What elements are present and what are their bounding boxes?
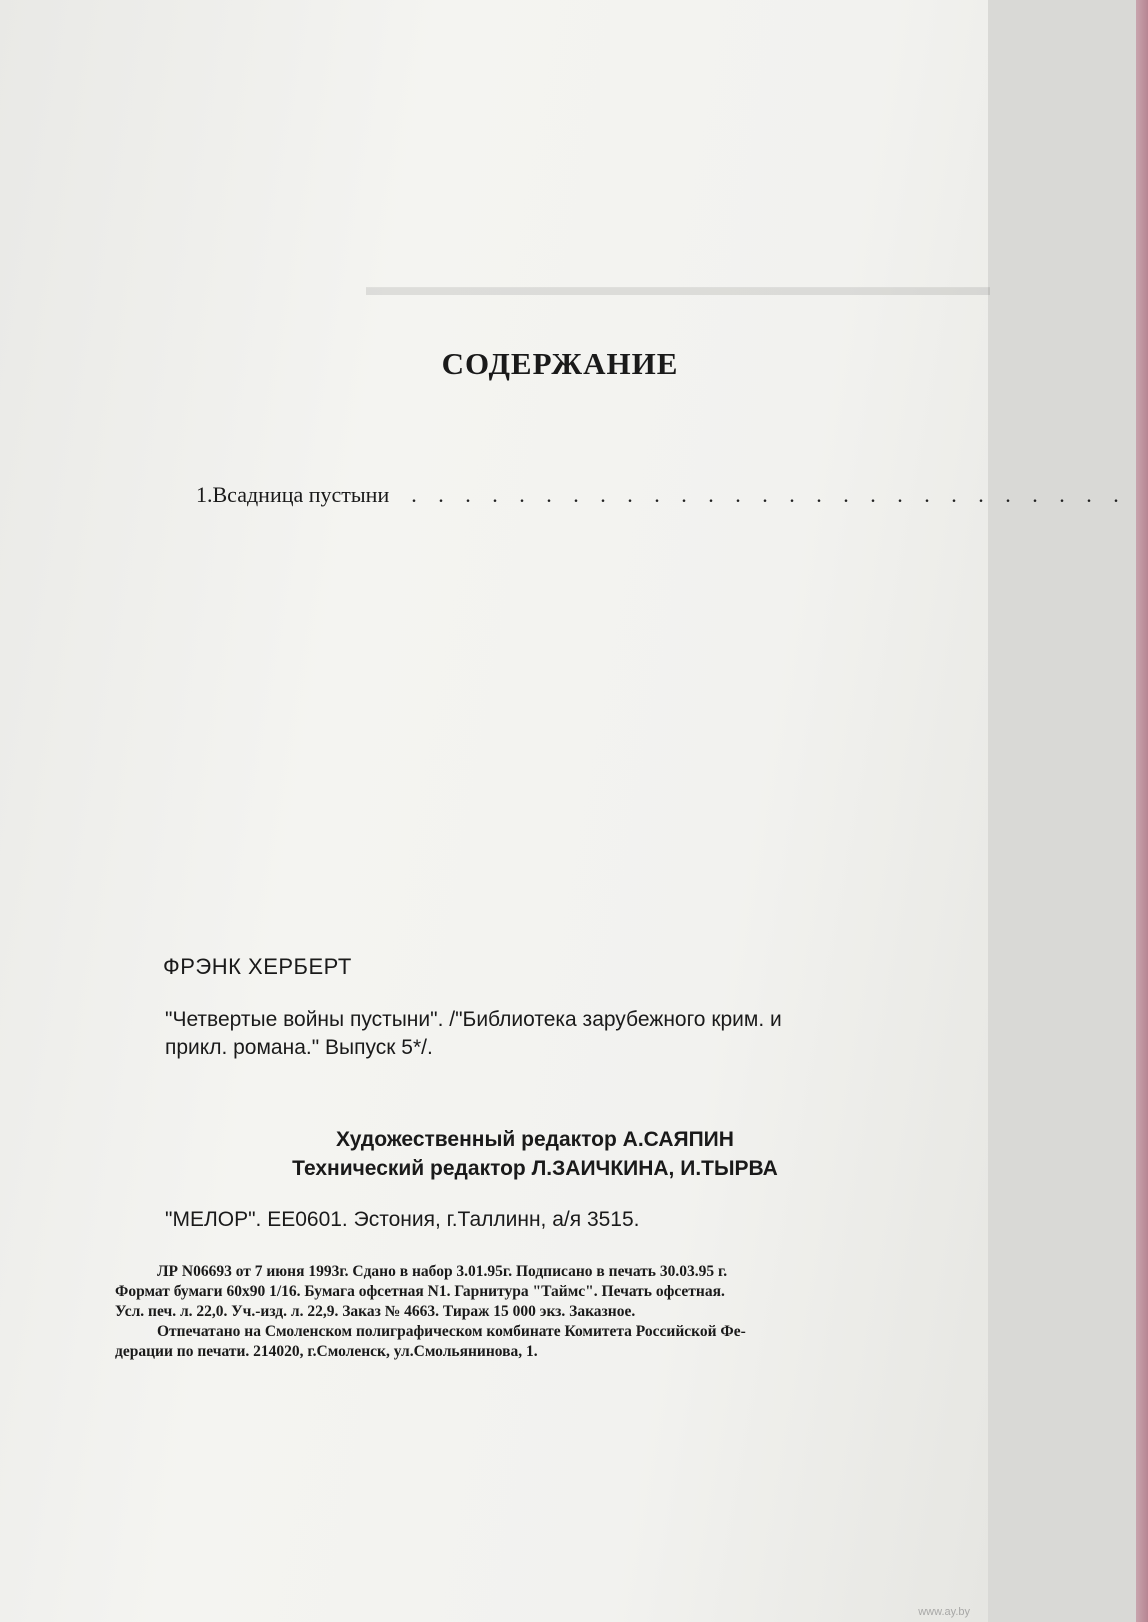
reverse-side-bleed-through: ▬▬▬▬▬▬▬▬▬▬▬▬▬▬▬▬▬▬▬▬▬▬▬▬: [366, 272, 990, 301]
technical-editor: Технический редактор Л.ЗАИЧКИНА, И.ТЫРВА: [292, 1157, 778, 1180]
imprint-block: [115, 1262, 975, 1362]
series-info: [165, 1006, 975, 1062]
adjacent-page-edge: [1136, 0, 1148, 1622]
toc-entry-title: Всадница пустыни: [212, 482, 390, 507]
series-line-1: "Четвертые войны пустыни". /"Библиотека зарубежного крим. и: [165, 1008, 782, 1031]
publisher-address: "МЕЛОР". EE0601. Эстония, г.Таллинн, а/я 3515.: [165, 1208, 640, 1231]
art-editor: Художественный редактор А.САЯПИН: [336, 1128, 734, 1151]
author-name: ФРЭНК ХЕРБЕРТ: [163, 954, 352, 979]
contents-heading: СОДЕРЖАНИЕ: [441, 346, 679, 381]
imprint-line: дерации по печати. 214020, г.Смоленск, ул.Смольянинова, 1.: [115, 1343, 538, 1360]
site-watermark: www.ay.by: [918, 1606, 970, 1618]
imprint-line: Отпечатано на Смоленском полиграфическом комбинате Комитета Российской Фе-: [157, 1323, 746, 1340]
series-line-2: прикл. романа." Выпуск 5*/.: [165, 1036, 433, 1059]
imprint-line: Усл. печ. л. 22,0. Уч.-изд. л. 22,9. Заказ № 4663. Тираж 15 000 экз. Заказное.: [115, 1303, 636, 1320]
toc-entry-number: 1.: [196, 482, 213, 507]
imprint-line: Формат бумаги 60x90 1/16. Бумага офсетная N1. Гарнитура "Таймс". Печать офсетная.: [115, 1283, 725, 1300]
toc-entry: [196, 482, 1127, 508]
toc-leader-dots: . . . . . . . . . . . . . . . . . . . . . . . . . . .: [411, 482, 1127, 507]
imprint-line: ЛР N06693 от 7 июня 1993г. Сдано в набор 3.01.95г. Подписано в печать 30.03.95 г.: [157, 1263, 728, 1280]
